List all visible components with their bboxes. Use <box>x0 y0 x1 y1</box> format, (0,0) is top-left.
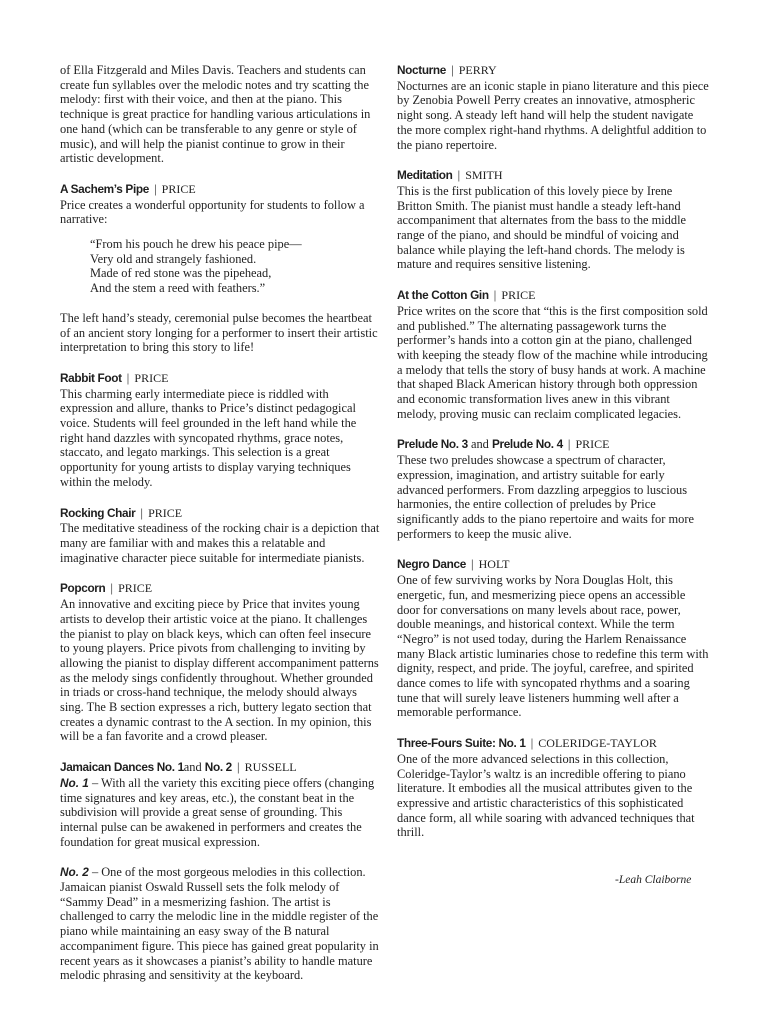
heading-separator: | <box>530 736 534 751</box>
intro-section <box>60 63 380 166</box>
intro-paragraph: of Ella Fitzgerald and Miles Davis. Teachers and students can create fun syllables over the melodic notes and try scatting the melody: first with their voice, and then at the piano. This technique is great practice for handling various articulations in one hand (which can be transferable to any genre or style of music), and will help the pianist continue to grow in their artistic development. <box>60 63 371 166</box>
piece-description: The left hand’s steady, ceremonial pulse becomes the heartbeat of an ancient story longing for a performer to insert their artistic interpretation to bring this story to life! <box>60 310 378 355</box>
poem-line: “From his pouch he drew his peace pipe— <box>90 237 302 252</box>
piece-composer: PRICE <box>161 181 196 196</box>
piece-title: Negro Dance <box>397 557 466 572</box>
heading-separator: | <box>154 181 157 196</box>
piece-description: One of few surviving works by Nora Douglas Holt, this energetic, fun, and mesmerizing piece opens an accessible door for conversations on many levels about race, power, double meanings, and historical context. While the term “Negro” is not used today, during the Harlem Renaissance many Black artistic luminaries chose to redefine this term with dignity, respect, and pride. The joyful, carefree, and spirited dance comes to life with syncopated rhythms and a soaring tune that will surely leave listeners humming well after a memorable performance. <box>397 573 709 720</box>
heading-separator: | <box>457 168 461 183</box>
movement-text: – With all the variety this exciting piece offers (changing time signatures and key areas, etc.), the constant beat in the subdivision will provide a great sense of grounding. This internal pulse can be awakened in performers and creates the foundation for great musical expression. <box>60 775 375 849</box>
piece-heading <box>397 288 709 303</box>
piece-composer: COLERIDGE-TAYLOR <box>538 736 657 751</box>
right-column <box>397 63 709 856</box>
piece-composer: PRICE <box>501 288 536 303</box>
piece-description: This charming early intermediate piece is riddled with expression and allure, thanks to Price’s distinct pedagogical voice. Students will feel grounded in the left hand while the right hand dazzles with syncopated rhythms, grace notes, staccato, and legato markings. This selection is a great opportunity for young artists to display varying techniques within the melody. <box>60 386 357 489</box>
movement-paragraph <box>60 776 380 850</box>
heading-conjunction: and <box>470 437 489 452</box>
piece-heading <box>60 581 380 596</box>
piece-title: Rabbit Foot <box>60 370 122 385</box>
piece-composer: PRICE <box>118 581 153 596</box>
movement-text: – One of the most gorgeous melodies in this collection. Jamaican pianist Oswald Russell sets the folk melody of “Sammy Dead” in a mesmerizing fashion. The artist is challenged to carry the melodic line in the middle register of the piano while maintaining an easy sway of the B natural accompaniment figure. This piece has gained great popularity in recent years as it showcases a pianist’s ability to handle mature melodic phrasing and sensitivity at the keyboard. <box>60 865 379 983</box>
piece-title: A Sachem’s Pipe <box>60 181 149 196</box>
poem-line: Made of red stone was the pipehead, <box>90 266 272 281</box>
piece-composer: RUSSELL <box>244 760 297 775</box>
author-signature: -Leah Claiborne <box>615 874 692 886</box>
left-column <box>60 63 380 999</box>
piece-heading <box>397 437 709 452</box>
piece-negro-dance <box>397 557 709 720</box>
piece-rocking-chair <box>60 506 380 566</box>
piece-intro: Price creates a wonderful opportunity for students to follow a narrative: <box>60 197 365 227</box>
heading-separator: | <box>126 370 130 385</box>
piece-title: Rocking Chair <box>60 505 136 520</box>
piece-preludes <box>397 437 709 541</box>
heading-separator: | <box>237 760 240 775</box>
piece-rabbit-foot <box>60 371 380 490</box>
piece-jamaican-dances <box>60 760 380 983</box>
piece-title: Nocturne <box>397 63 446 77</box>
piece-composer: PRICE <box>148 505 183 520</box>
heading-separator: | <box>451 63 454 77</box>
piece-composer: PRICE <box>134 370 169 385</box>
piece-description: These two preludes showcase a spectrum of character, expression, imagination, and artistry suitable for early advanced performers. From dazzling arpeggios to luscious harmonies, the entire collection of preludes by Price significantly adds to the piano repertoire and waits for more performers to keep the music alive. <box>397 453 694 541</box>
piece-composer: SMITH <box>465 168 503 183</box>
poem-line: Very old and strangely fashioned. <box>90 251 257 266</box>
movement-label: No. 1 <box>60 775 89 790</box>
movement-label: No. 2 <box>60 865 89 880</box>
piece-title-part: Jamaican Dances No. 1 <box>60 760 184 775</box>
piece-three-fours-suite <box>397 736 709 840</box>
piece-meditation <box>397 168 709 272</box>
piece-description: Price writes on the score that “this is the first composition sold and published.” The alternating passagework turns the performer’s hands into a cotton gin at the piano, challenged with keeping the steady flow of the machine while introducing a melody that tells the story of busy hands at work. A machine that shaped Black American history through both oppression and economic transformation lives anew in this vibrant melody, proving music can reclaim complicated legacies. <box>397 303 708 421</box>
piece-description: An innovative and exciting piece by Price that invites young artists to develop their artistic voice at the piano. It challenges the pianist to play on black keys, which can often feel insecure to young players. Price pivots from challenging to inviting by allowing the pianist to display different accompaniment patterns as the melody sings confidently throughout. Whether grounded in triads or cross-hand technique, the melody should always sing. The B section expresses a rich, buttery legato section that creates a dynamic contrast to the A section. In my opinion, this will be a fan favorite and a crowd pleaser. <box>60 597 379 744</box>
piece-title-part: Prelude No. 3 <box>397 437 468 452</box>
heading-conjunction: and <box>183 760 202 775</box>
piece-a-sachems-pipe <box>60 182 380 355</box>
piece-heading <box>60 371 380 386</box>
poem-line: And the stem a reed with feathers.” <box>90 281 266 296</box>
piece-heading <box>397 168 709 183</box>
piece-description: This is the first publication of this lovely piece by Irene Britton Smith. The pianist must handle a steady left-hand accompaniment that alternates from the bass to the middle range of the piano, and should be mindful of voicing and balance while playing the left-hand chords. The melody is mature and requires sensitive listening. <box>397 183 687 272</box>
heading-separator: | <box>110 581 113 596</box>
piece-at-the-cotton-gin <box>397 288 709 421</box>
piece-heading <box>397 63 709 78</box>
heading-separator: | <box>140 505 144 520</box>
piece-heading <box>397 736 709 751</box>
heading-separator: | <box>471 557 474 572</box>
piece-composer: PRICE <box>575 437 610 452</box>
piece-heading <box>60 760 380 775</box>
piece-title: Three-Fours Suite: No. 1 <box>397 736 526 751</box>
piece-title: Meditation <box>397 168 453 183</box>
piece-description: Nocturnes are an iconic staple in piano literature and this piece by Zenobia Powell Perry creates an innovative, atmospheric night song. A steady left hand will help the student navigate the more complex right-hand rhythms. A delightful addition to the piano repertoire. <box>397 78 709 152</box>
piece-composer: HOLT <box>478 557 510 572</box>
piece-heading <box>60 506 380 521</box>
piece-nocturne <box>397 63 709 152</box>
piece-heading <box>397 557 709 572</box>
piece-heading <box>60 182 380 197</box>
piece-title: Popcorn <box>60 581 106 596</box>
piece-title-part: No. 2 <box>204 760 232 775</box>
poem-quote <box>90 237 380 296</box>
heading-separator: | <box>493 288 497 303</box>
piece-description: One of the more advanced selections in this collection, Coleridge-Taylor’s waltz is an incredible offering to piano literature. It embodies all the musical attributes given to the expressive and artistic characteristics of this sophisticated dance form, all while soaring with advanced techniques that thrill. <box>397 751 695 840</box>
piece-composer: PERRY <box>458 63 497 77</box>
movement-paragraph <box>60 865 380 983</box>
piece-description: The meditative steadiness of the rocking chair is a depiction that many are familiar with and makes this a relatable and imaginative character piece suitable for intermediate pianists. <box>60 521 380 565</box>
piece-popcorn <box>60 581 380 744</box>
piece-title-part: Prelude No. 4 <box>491 437 563 452</box>
piece-title: At the Cotton Gin <box>397 288 489 303</box>
heading-separator: | <box>567 437 571 452</box>
